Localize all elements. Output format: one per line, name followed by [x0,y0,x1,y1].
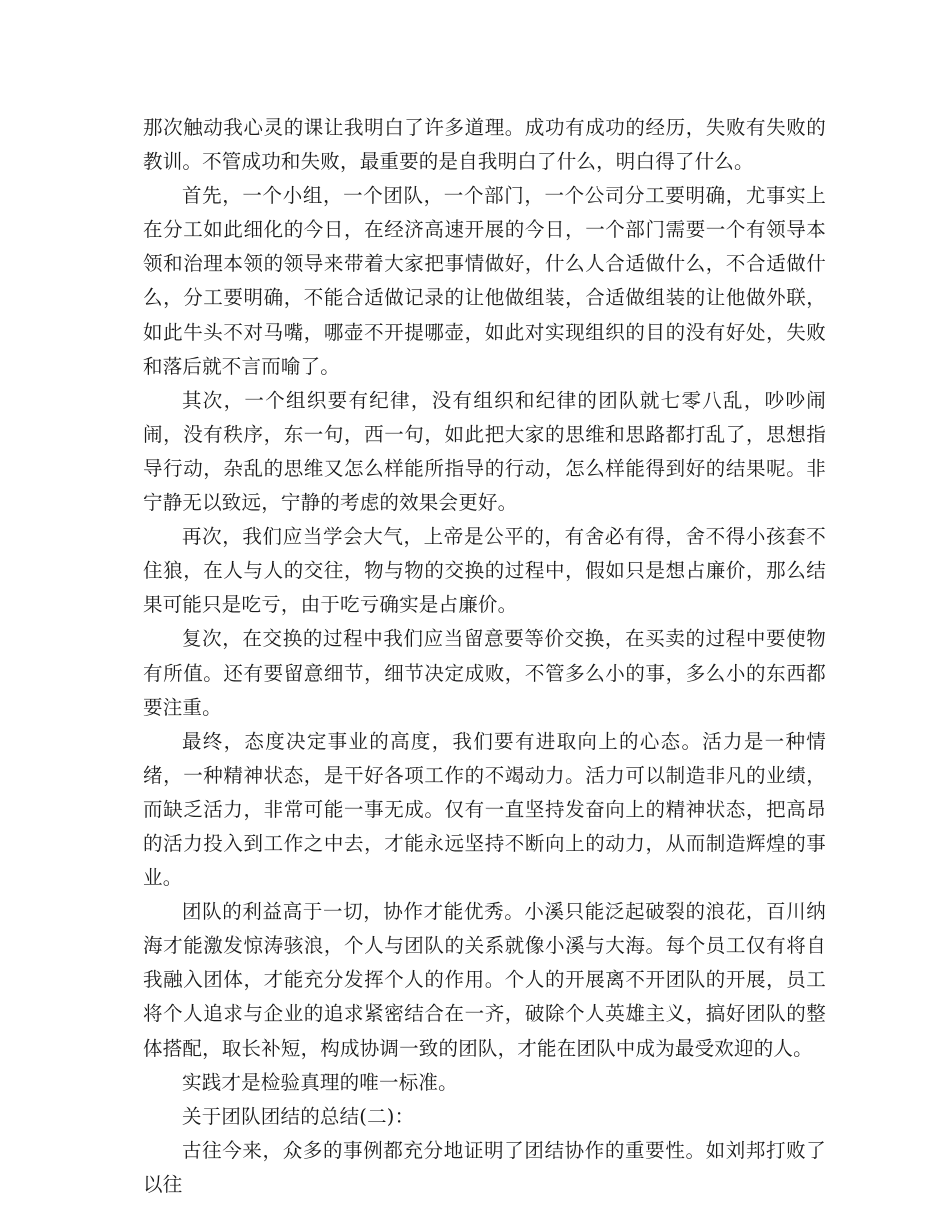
paragraph-8: 实践才是检验真理的唯一标准。 [182,1070,458,1094]
document-body [143,111,826,1202]
paragraph-1: 那次触动我心灵的课让我明白了许多道理。成功有成功的经历，失败有失败的教训。不管成功和失败，最重要的是自我明白了什么，明白得了什么。 [143,116,826,174]
paragraph-6: 最终，态度决定事业的高度，我们要有进取向上的心态。活力是一种情绪，一种精神状态，是干好各项工作的不竭动力。活力可以制造非凡的业绩，而缺乏活力，非常可能一事无成。仅有一直坚持发奋向上的精神状态，把高昂的活力投入到工作之中去，才能永远坚持不断向上的动力，从而制造辉煌的事业。 [143,729,826,890]
paragraph-4: 再次，我们应当学会大气，上帝是公平的，有舍必有得，舍不得小孩套不住狼，在人与人的交往，物与物的交换的过程中，假如只是想占廉价，那么结果可能只是吃亏，由于吃亏确实是占廉价。 [143,525,826,617]
paragraph-7: 团队的利益高于一切，协作才能优秀。小溪只能泛起破裂的浪花，百川纳海才能激发惊涛骇浪，个人与团队的关系就像小溪与大海。每个员工仅有将自我融入团体，才能充分发挥个人的作用。个人的开展离不开团队的开展，员工将个人追求与企业的追求紧密结合在一齐，破除个人英雄主义，搞好团队的整体搭配，取长补短，构成协调一致的团队，才能在团队中成为最受欢迎的人。 [143,900,826,1060]
paragraph-5: 复次，在交换的过程中我们应当留意要等价交换，在买卖的过程中要使物有所值。还有要留意细节，细节决定成败，不管多么小的事，多么小的东西都要注重。 [143,627,826,719]
section-heading: 关于团队团结的总结(二)： [182,1104,415,1128]
paragraph-2: 首先，一个小组，一个团队，一个部门，一个公司分工要明确，尤事实上在分工如此细化的今日，在经济高速开展的今日，一个部门需要一个有领导本领和治理本领的领导来带着大家把事情做好，什么人合适做什么，不合适做什么，分工要明确，不能合适做记录的让他做组装，合适做组装的让他做外联，如此牛头不对马嘴，哪壶不开提哪壶，如此对实现组织的目的没有好处，失败和落后就不言而喻了。 [143,184,826,378]
paragraph-9: 古往今来，众多的事例都充分地证明了团结协作的重要性。如刘邦打败了以往 [143,1138,826,1196]
paragraph-3: 其次，一个组织要有纪律，没有组织和纪律的团队就七零八乱，吵吵闹闹，没有秩序，东一句，西一句，如此把大家的思维和思路都打乱了，思想指导行动，杂乱的思维又怎么样能所指导的行动，怎么样能得到好的结果呢。非宁静无以致远，宁静的考虑的效果会更好。 [143,388,826,515]
